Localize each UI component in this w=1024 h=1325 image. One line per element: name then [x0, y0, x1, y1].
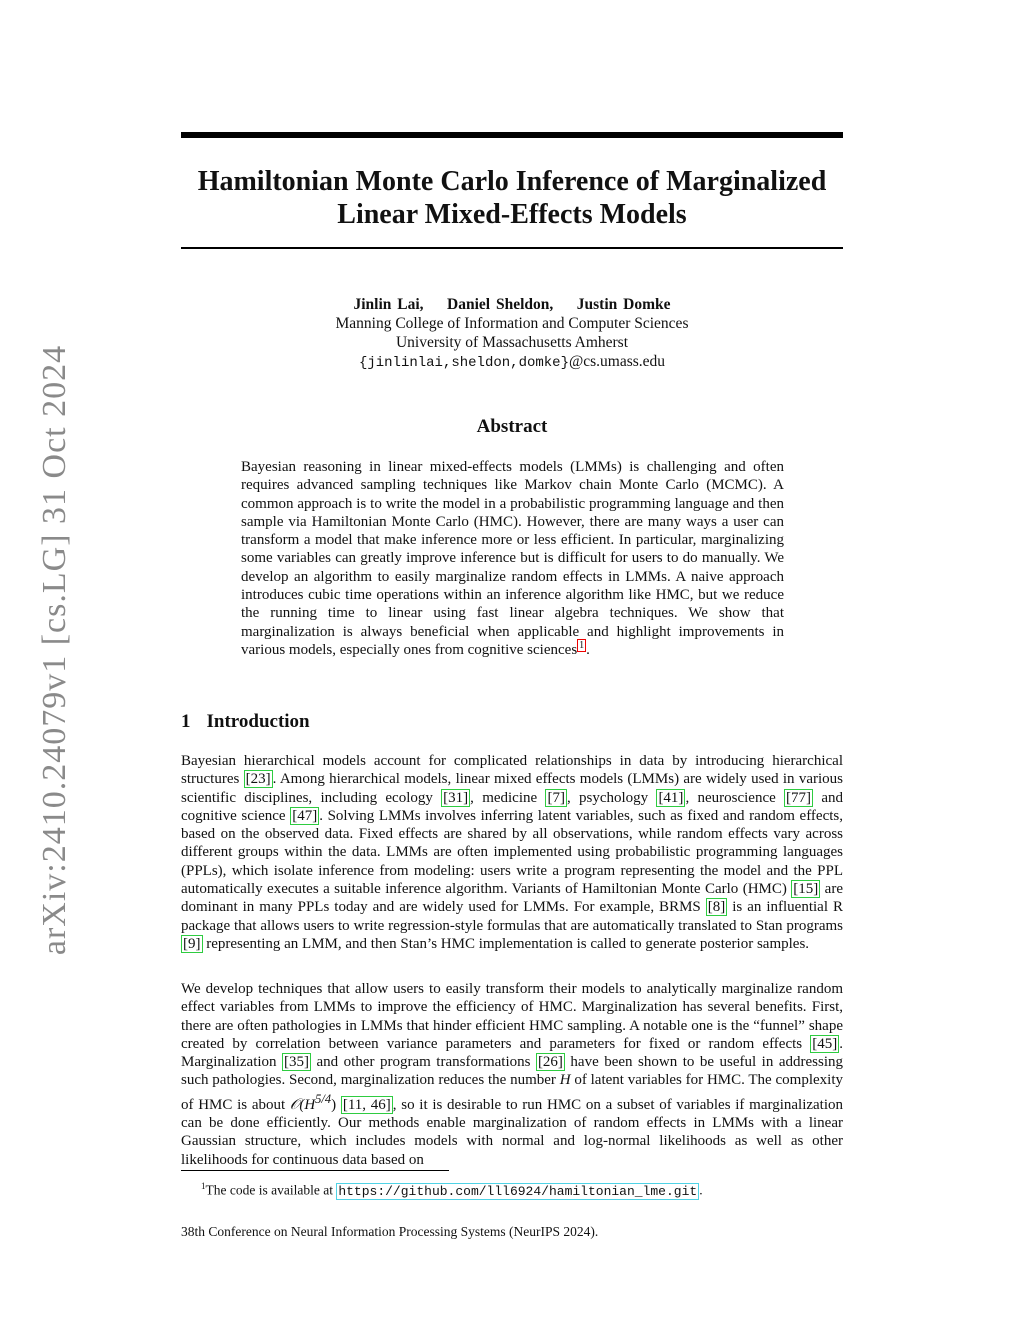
intro-paragraph-2	[181, 980, 843, 1169]
text-run: of latent variables for HMC. The complexity of HMC is about	[181, 1072, 843, 1113]
text-run: Bayesian hierarchical models account for complicated relationships in data by introducing hierarchical structures	[181, 753, 843, 788]
citation-link[interactable]: [26]	[537, 1054, 563, 1071]
affiliation-2: University of Massachusetts Amherst	[395, 334, 629, 351]
footnote-ref-link[interactable]: 1	[579, 639, 585, 651]
arxiv-side-stamp	[32, 344, 78, 956]
title-bottom-rule	[181, 247, 843, 249]
text-run: , so it is desirable to run HMC on a subset of variables if marginalization can be done efficiently. Our methods enable marginalization of random effects in LMMs with a linear Gaussian structure, which includes models with normal and log-normal likelihoods as well as other likelihoods for continuous data based on	[181, 1096, 844, 1168]
section-number: 1	[181, 711, 191, 732]
math-exponent: 5/4	[315, 1091, 332, 1106]
footnote-rule	[181, 1170, 449, 1171]
abstract-heading: Abstract	[476, 416, 548, 437]
conference-note: 38th Conference on Neural Information Processing Systems (NeurIPS 2024).	[181, 1224, 599, 1239]
abstract-text: Bayesian reasoning in linear mixed-effects models (LMMs) is challenging and often requires advanced sampling techniques like Markov chain Monte Carlo (MCMC). A common approach is to write the model in a probabilistic programming language and then sample via Hamiltonian Monte Carlo (HMC). However, there are many ways a user can transform a model that make inference more or less efficient. In particular, marginalizing some variables can greatly improve inference but is difficult for users to do manually. We develop an algorithm to easily marginalize random effects in LMMs. A naive approach introduces cubic time operations within an inference algorithm like HMC, but we reduce the running time to linear using fast linear algebra techniques. We show that marginalization is always beneficial when applicable and highlight improvements in various models, especially ones from cognitive sciences	[241, 459, 784, 658]
math-close: )	[331, 1096, 337, 1113]
citation-link[interactable]: [8]	[707, 899, 726, 916]
citation-link[interactable]: [7]	[547, 789, 565, 806]
footnote	[201, 1178, 703, 1200]
citation-link[interactable]: [31]	[443, 789, 469, 806]
text-run: We develop techniques that allow users to easily transform their models to analytically marginalize random effect variables from LMMs to improve the efficiency of HMC. Marginalization has several benefits. First, there are often pathologies in LMMs that hinder efficient HMC sampling. A notable one is the “funnel” shape created by correlation between variance parameters and parameters for fixed or random effects	[181, 981, 843, 1052]
text-run: representing an LMM, and then Stan’s HMC implementation is called to generate posterior samples.	[202, 935, 810, 952]
title-top-rule	[181, 132, 843, 138]
footnote-text: The code is available at	[205, 1182, 337, 1198]
citation-link[interactable]: [23]	[245, 771, 271, 788]
abstract-end: .	[586, 641, 590, 658]
affiliation-1: Manning College of Information and Computer Sciences	[335, 315, 689, 332]
citation-link[interactable]: [47]	[292, 807, 318, 824]
paper-title	[181, 165, 843, 231]
footnote-end: .	[699, 1182, 703, 1198]
footnote-mark: 1	[201, 1181, 206, 1191]
abstract-body	[241, 458, 784, 659]
citation-link[interactable]: [11, 46]	[342, 1096, 391, 1113]
text-run: is an influential R package that allows users to write regression-style formulas that are automatically translated to Stan programs	[181, 899, 843, 934]
text-run: and cognitive science	[181, 789, 843, 824]
email-users: {jinlinlai,sheldon,domke}	[358, 355, 569, 371]
arxiv-stamp-text: arXiv:2410.24079v1 [cs.LG] 31 Oct 2024	[36, 344, 73, 956]
text-run: , medicine	[470, 789, 546, 806]
section-title: Introduction	[206, 711, 310, 732]
citation-link[interactable]: [45]	[812, 1035, 838, 1052]
intro-paragraph-1	[181, 752, 843, 953]
citation-link[interactable]: [9]	[183, 935, 201, 952]
author-block	[181, 295, 843, 373]
citation-link[interactable]: [35]	[284, 1054, 310, 1071]
author-email	[181, 352, 843, 373]
author-names: Jinlin Lai, Daniel Sheldon, Justin Domke	[353, 296, 671, 313]
email-domain: @cs.umass.edu	[568, 353, 666, 370]
citation-link[interactable]: [15]	[793, 881, 819, 898]
text-run: have been shown to be useful in addressing such pathologies. Second, marginalization reduces the number	[181, 1054, 843, 1089]
citation-link[interactable]: [41]	[658, 789, 684, 806]
math-symbol: H	[559, 1072, 571, 1089]
code-url-link[interactable]: https://github.com/lll6924/hamiltonian_lme.git	[338, 1183, 698, 1199]
section-heading-introduction	[181, 711, 310, 733]
text-run: , psychology	[566, 789, 657, 806]
title-line-2: Linear Mixed-Effects Models	[337, 199, 687, 230]
text-run: are dominant in many PPLs today and are widely used for LMMs. For example, BRMS	[181, 881, 843, 916]
title-line-1: Hamiltonian Monte Carlo Inference of Marginalized	[197, 166, 827, 197]
text-run: . Marginalization	[181, 1035, 843, 1071]
text-run: and other program transformations	[311, 1054, 536, 1071]
citation-link[interactable]: [77]	[786, 789, 812, 806]
text-run: . Solving LMMs involves inferring latent variables, such as fixed and random effects, based on the observed data. Fixed effects are shared by all observations, while random effects vary across different groups within the data. LMMs are often implemented using probabilistic programming languages (PPLs), which isolate inference from modeling: users write a program representing the model and the PPL automatically executes a suitable inference algorithm. Variants of Hamiltonian Monte Carlo (HMC)	[181, 807, 843, 898]
text-run: . Among hierarchical models, linear mixed effects models (LMMs) are widely used in various scientific disciplines, including ecology	[181, 771, 843, 806]
text-run: , neuroscience	[685, 789, 785, 806]
math-complexity: 𝒪(H	[289, 1096, 316, 1113]
